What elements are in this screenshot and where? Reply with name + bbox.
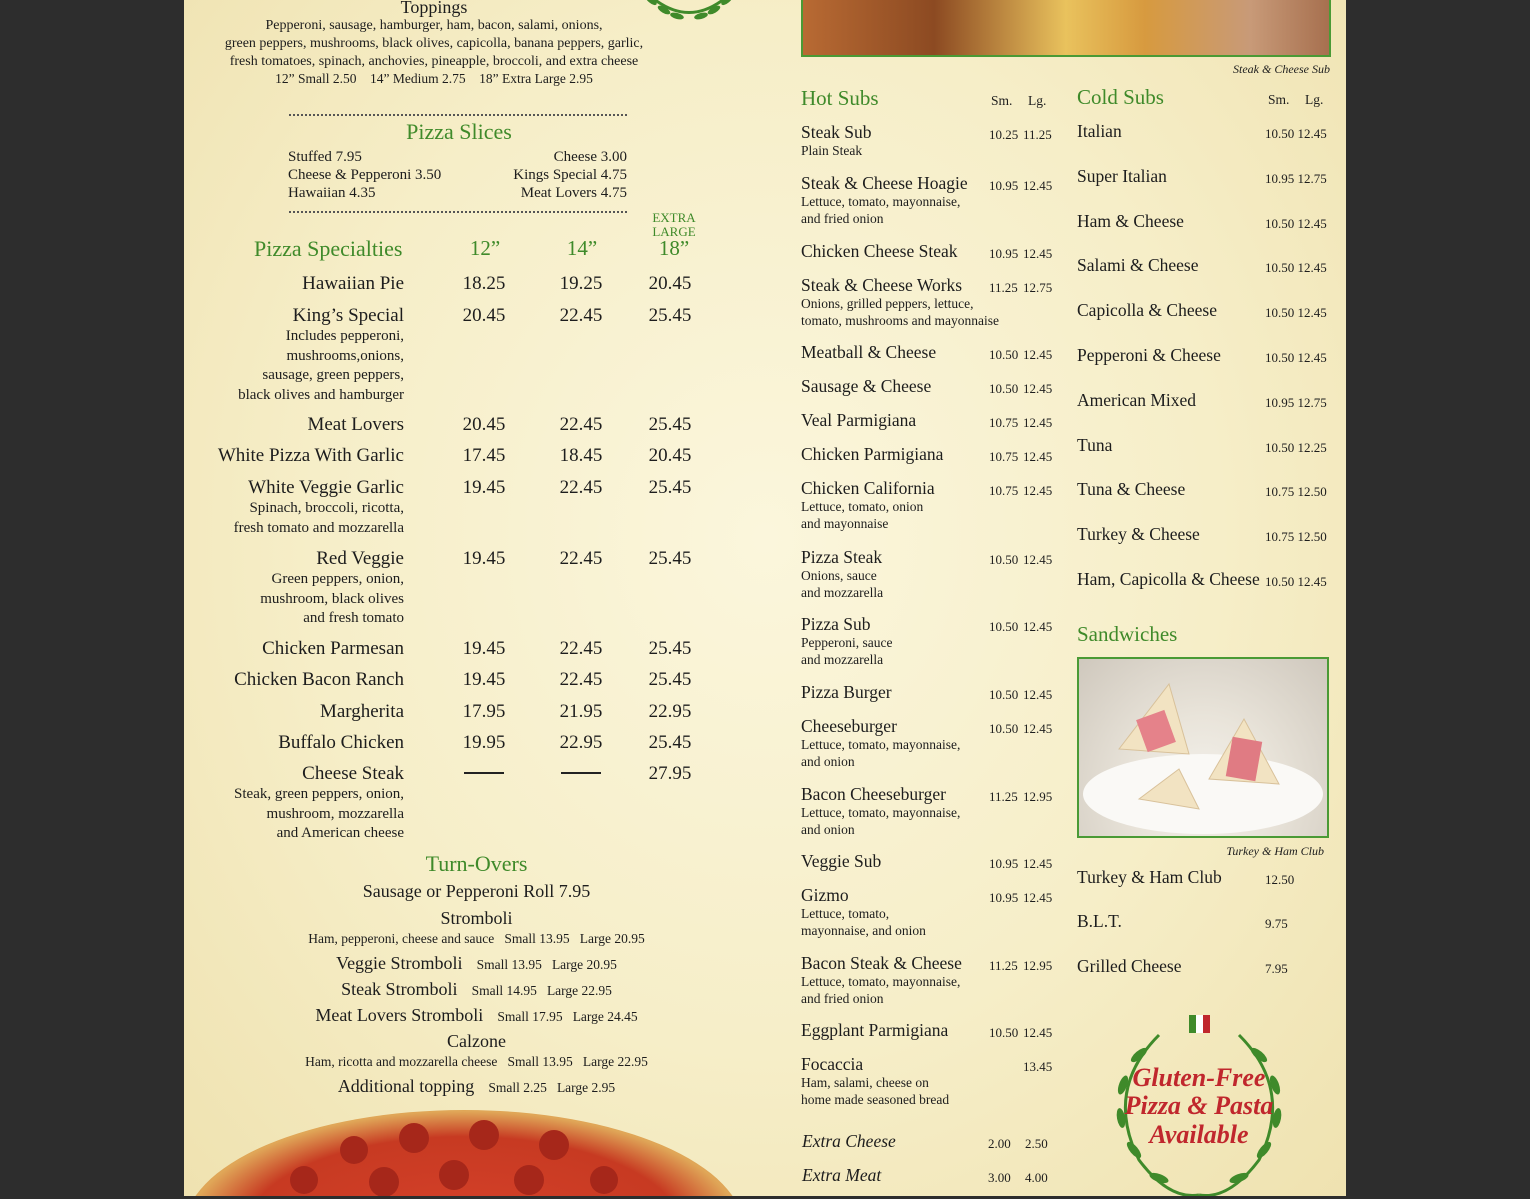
hot-sub-description: Onions, sauce and mozzarella (801, 568, 884, 600)
specialty-price: 25.45 (648, 638, 692, 659)
extra-sm-price: 3.00 (988, 1170, 1011, 1185)
slice-item: Kings Special 4.75 (513, 167, 627, 183)
specialty-price: 18.25 (462, 273, 506, 294)
specialty-name: Buffalo Chicken (278, 732, 404, 753)
hot-sub-name: Chicken California (801, 478, 935, 498)
turn-over-item (244, 979, 709, 1000)
cold-sub-price: 10.75 12.50 (1265, 484, 1327, 500)
slice-item: Cheese 3.00 (553, 149, 627, 165)
cold-sub-name: Salami & Cheese (1077, 255, 1199, 276)
hot-sub-lg-price: 12.45 (1023, 687, 1053, 702)
size-header-18: 18” (658, 236, 690, 260)
hot-sub-lg-price: 13.45 (1023, 1059, 1053, 1074)
specialty-price: 19.45 (462, 638, 506, 659)
extra-sm-price: 2.00 (988, 1136, 1011, 1151)
hot-sub-name: Sausage & Cheese (801, 376, 932, 396)
cold-sub-name: Ham & Cheese (1077, 210, 1184, 231)
turkey-ham-club-caption: Turkey & Ham Club (1226, 844, 1324, 858)
cold-sub-price: 10.95 12.75 (1265, 394, 1327, 410)
hot-sub-sm-price: 10.50 (989, 687, 1019, 702)
pepperoni-icon (184, 1110, 744, 1196)
specialty-price: 18.45 (559, 445, 603, 466)
hot-sub-lg-price: 12.45 (1023, 347, 1053, 362)
cold-subs-title: Cold Subs (1077, 85, 1164, 109)
extra-name: Extra Cheese (802, 1131, 896, 1151)
hot-sub-sm-price: 11.25 (989, 958, 1018, 973)
sandwich-price: 9.75 (1265, 916, 1288, 931)
specialty-price: 22.45 (559, 305, 603, 326)
sandwich-price: 12.50 (1265, 872, 1295, 887)
hot-sub-sm-price: 10.50 (989, 1025, 1019, 1040)
slice-item: Cheese & Pepperoni 3.50 (288, 167, 442, 183)
hot-sub-sm-price: 10.75 (989, 483, 1019, 498)
turn-over-detail: Small 14.95 Large 22.95 (471, 983, 612, 998)
specialty-price: 22.45 (559, 669, 603, 690)
pizza-specialties-title: Pizza Specialties (254, 236, 403, 261)
hot-sub-name: Gizmo (801, 885, 849, 905)
turn-over-item (244, 881, 709, 902)
specialty-price: 19.25 (559, 273, 603, 294)
turn-over-item (244, 953, 709, 974)
hot-sub-name: Focaccia (801, 1054, 864, 1074)
specialty-name: White Pizza With Garlic (217, 445, 404, 466)
cold-sub-price: 10.75 12.50 (1265, 529, 1327, 545)
toppings-line: fresh tomatoes, spinach, anchovies, pineapple, broccoli, and extra cheese (229, 54, 639, 69)
hot-sub-description: Lettuce, tomato, mayonnaise, and onion (801, 737, 961, 769)
specialty-name: Margherita (319, 701, 404, 722)
pizza-photo (184, 1110, 744, 1196)
sandwich-icon (1079, 659, 1327, 836)
gluten-free-wreath-icon (1099, 1010, 1299, 1196)
hot-sub-name: Steak & Cheese Works (801, 275, 963, 295)
specialty-price: 19.45 (462, 548, 506, 569)
cold-sub-price: 10.50 12.25 (1265, 439, 1327, 455)
toppings-description (184, 17, 684, 71)
hot-sub-lg-price: 12.45 (1023, 890, 1053, 905)
turn-over-item (244, 1076, 709, 1097)
gluten-free-line: Pizza & Pasta (1124, 1091, 1274, 1120)
specialty-price: 25.45 (648, 414, 692, 435)
size-header-14: 14” (566, 236, 598, 260)
specialty-name: White Veggie Garlic (248, 477, 404, 498)
hot-sub-name: Veggie Sub (801, 851, 882, 871)
turn-over-name: Sausage or Pepperoni Roll 7.95 (362, 881, 591, 901)
size-header-12: 12” (469, 236, 501, 260)
hot-sub-lg-price: 12.45 (1023, 415, 1053, 430)
turn-over-detail: Small 17.95 Large 24.45 (497, 1009, 638, 1024)
specialty-price: 19.95 (462, 732, 506, 753)
hot-sub-lg-price: 12.95 (1023, 958, 1053, 973)
turn-over-item (244, 1031, 709, 1052)
hot-sub-sm-price: 10.75 (989, 449, 1019, 464)
specialty-price: 20.45 (648, 273, 692, 294)
toppings-line: green peppers, mushrooms, black olives, capicolla, banana peppers, garlic, (224, 36, 644, 51)
hot-sub-sm-price: 10.25 (989, 127, 1019, 142)
specialty-price: 25.45 (648, 548, 692, 569)
cold-sub-price: 10.50 12.45 (1265, 350, 1327, 365)
cold-sub-price: 10.50 12.45 (1265, 305, 1327, 321)
specialty-price: 20.45 (462, 414, 506, 435)
hot-sub-description: Lettuce, tomato, mayonnaise, and fried onion (801, 194, 961, 226)
hot-sub-lg-price: 12.45 (1023, 381, 1053, 396)
steak-cheese-sub-photo (801, 0, 1331, 57)
hot-sub-lg-price: 12.45 (1023, 483, 1053, 498)
slice-item: Hawaiian 4.35 (288, 185, 376, 201)
hot-sub-description: Ham, salami, cheese on home made seasoned bread (801, 1075, 950, 1107)
cold-sub-price: 10.50 12.45 (1265, 126, 1327, 141)
hot-sub-lg-price: 12.45 (1023, 856, 1053, 871)
hot-sub-lg-price: 12.75 (1023, 280, 1053, 295)
menu-page (184, 0, 1346, 1196)
sandwich-name: Turkey & Ham Club (1077, 867, 1222, 887)
hot-sub-sm-price: 10.50 (989, 721, 1019, 736)
hot-sub-description: Lettuce, tomato, mayonnaise, and onion (801, 906, 926, 938)
specialty-price: 25.45 (648, 477, 692, 498)
specialty-name: Hawaiian Pie (302, 273, 404, 294)
hot-sub-sm-price: 10.50 (989, 552, 1019, 567)
cold-sub-price: 10.50 12.45 (1265, 260, 1327, 276)
specialty-price: 22.95 (559, 732, 603, 753)
hot-sub-name: Pizza Steak (801, 547, 883, 567)
turn-over-item (244, 1005, 709, 1026)
specialty-price: 22.95 (648, 701, 692, 722)
hot-sub-lg-price: 12.45 (1023, 721, 1053, 736)
hot-sub-lg-price: 11.25 (1023, 127, 1052, 142)
specialty-description: Green peppers, onion, mushroom, black olives and fresh tomato (260, 571, 404, 626)
hot-sub-sm-price: 10.50 (989, 381, 1019, 396)
hot-sub-sm-price: 10.95 (989, 246, 1019, 261)
specialty-price: 20.45 (462, 305, 506, 326)
specialty-price: 21.95 (559, 701, 603, 722)
cold-sub-name: Capicolla & Cheese (1077, 300, 1217, 321)
hot-sub-name: Veal Parmigiana (801, 410, 917, 430)
toppings-prices: 12” Small 2.50 14” Medium 2.75 18” Extra Large 2.95 (275, 71, 593, 86)
specialty-price: 19.45 (462, 477, 506, 498)
specialty-price: 17.45 (462, 445, 506, 466)
hot-sub-lg-price: 12.45 (1023, 178, 1053, 193)
hot-sub-sm-price: 10.50 (989, 619, 1019, 634)
sandwich-name: Grilled Cheese (1077, 956, 1182, 976)
specialty-name: Red Veggie (316, 548, 404, 569)
cold-sub-name: Tuna & Cheese (1077, 479, 1186, 500)
turn-over-name: Stromboli (440, 908, 513, 928)
cold-sub-name: Italian (1077, 121, 1122, 141)
hot-sub-name: Eggplant Parmigiana (801, 1020, 949, 1040)
cold-sub-name: Tuna (1077, 434, 1113, 455)
cold-subs-lg-header: Lg. (1305, 92, 1324, 107)
divider (289, 114, 627, 116)
extra-lg-price: 4.00 (1025, 1170, 1048, 1185)
specialty-name: Chicken Parmesan (262, 638, 404, 659)
gluten-free-line: Gluten-Free (1132, 1063, 1266, 1092)
specialty-name: Chicken Bacon Ranch (234, 669, 404, 690)
cold-sub-name: Pepperoni & Cheese (1077, 345, 1221, 365)
extra-large-label: EXTRA LARGE (652, 210, 696, 239)
cold-sub-price: 10.95 12.75 (1265, 170, 1327, 186)
cold-sub-price: 10.50 12.45 (1265, 574, 1327, 589)
hot-sub-name: Steak Sub (801, 122, 872, 142)
cold-sub-name: Super Italian (1077, 165, 1167, 186)
cold-sub-name: Turkey & Cheese (1077, 524, 1200, 545)
hot-sub-name: Chicken Cheese Steak (801, 241, 958, 261)
hot-sub-sm-price: 10.50 (989, 347, 1019, 362)
hot-sub-lg-price: 12.45 (1023, 449, 1053, 464)
specialty-price: 19.45 (462, 669, 506, 690)
hot-sub-lg-price: 12.45 (1023, 246, 1053, 261)
not-available-dash (464, 772, 504, 774)
hot-sub-description: Lettuce, tomato, mayonnaise, and fried onion (801, 974, 961, 1006)
specialty-price: 22.45 (559, 548, 603, 569)
steak-cheese-sub-caption: Steak & Cheese Sub (1233, 62, 1330, 76)
pizza-slices-title: Pizza Slices (406, 119, 512, 144)
specialty-description: Spinach, broccoli, ricotta, fresh tomato and mozzarella (233, 500, 404, 536)
hot-sub-description: Onions, grilled peppers, lettuce, tomato, mushrooms and mayonnaise (801, 296, 999, 328)
turn-over-item (244, 908, 709, 929)
hot-sub-name: Meatball & Cheese (801, 342, 937, 362)
specialty-price: 27.95 (648, 763, 692, 784)
extra-lg-price: 2.50 (1025, 1136, 1048, 1151)
specialty-name: Cheese Steak (302, 763, 404, 784)
specialty-price: 25.45 (648, 305, 692, 326)
cold-sub-price: 10.50 12.45 (1265, 215, 1327, 231)
hot-sub-name: Bacon Steak & Cheese (801, 953, 962, 973)
hot-sub-name: Pizza Sub (801, 614, 871, 634)
turn-over-name: Veggie Stromboli (336, 953, 463, 973)
sandwiches-title: Sandwiches (1077, 622, 1178, 646)
hot-sub-name: Pizza Burger (801, 682, 892, 702)
specialty-name: King’s Special (292, 305, 404, 326)
turkey-ham-club-photo (1077, 657, 1329, 838)
divider (289, 211, 627, 213)
turn-over-detail: Small 13.95 Large 20.95 (476, 957, 617, 972)
turn-overs-title: Turn-Overs (425, 851, 528, 876)
hot-sub-description: Lettuce, tomato, onion and mayonnaise (801, 499, 924, 531)
specialty-name: Meat Lovers (307, 414, 404, 435)
turn-over-name: Additional topping (337, 1076, 475, 1096)
turn-over-name: Calzone (447, 1031, 506, 1051)
hot-sub-lg-price: 12.45 (1023, 552, 1053, 567)
specialty-price: 22.45 (559, 414, 603, 435)
hot-sub-description: Pepperoni, sauce and mozzarella (801, 635, 893, 667)
specialty-description: Includes pepperoni, mushrooms,onions, sausage, green peppers, black olives and hamburger (238, 328, 404, 403)
hot-sub-description: Plain Steak (801, 143, 863, 158)
hot-subs-sm-header: Sm. (991, 93, 1013, 108)
hot-sub-sm-price: 11.25 (989, 789, 1018, 804)
slice-item: Stuffed 7.95 (288, 149, 362, 165)
toppings-line: Pepperoni, sausage, hamburger, ham, bacon, salami, onions, (265, 18, 603, 33)
hot-sub-description: Lettuce, tomato, mayonnaise, and onion (801, 805, 961, 837)
specialty-price: 17.95 (462, 701, 506, 722)
cold-subs-sm-header: Sm. (1268, 92, 1290, 107)
specialty-price: 20.45 (648, 445, 692, 466)
turn-over-detail: Ham, ricotta and mozzarella cheese Small 13.95 Large 22.95 (305, 1054, 648, 1069)
hot-sub-sm-price: 10.95 (989, 890, 1019, 905)
hot-sub-lg-price: 12.95 (1023, 789, 1053, 804)
hot-sub-name: Cheeseburger (801, 716, 897, 736)
cold-sub-name: Ham, Capicolla & Cheese (1077, 569, 1260, 589)
cold-sub-name: American Mixed (1077, 389, 1197, 410)
toppings-title: Toppings (400, 0, 468, 17)
specialty-price: 25.45 (648, 669, 692, 690)
hot-sub-lg-price: 12.45 (1023, 619, 1053, 634)
slice-item: Meat Lovers 4.75 (520, 185, 627, 201)
hot-sub-sm-price: 10.75 (989, 415, 1019, 430)
not-available-dash (561, 772, 601, 774)
turn-over-name: Meat Lovers Stromboli (315, 1005, 484, 1025)
specialty-price: 25.45 (648, 732, 692, 753)
specialty-price: 22.45 (559, 477, 603, 498)
turn-over-detail: Ham, pepperoni, cheese and sauce Small 13.95 Large 20.95 (308, 931, 645, 946)
turn-over-item (244, 1053, 709, 1071)
sandwich-price: 7.95 (1265, 961, 1288, 976)
turn-over-detail: Small 2.25 Large 2.95 (488, 1080, 616, 1095)
hot-sub-name: Bacon Cheeseburger (801, 784, 946, 804)
hot-sub-sm-price: 10.95 (989, 178, 1019, 193)
hot-sub-sm-price: 11.25 (989, 280, 1018, 295)
hot-subs-title: Hot Subs (801, 86, 879, 110)
specialty-price: 22.45 (559, 638, 603, 659)
hot-sub-sm-price: 10.95 (989, 856, 1019, 871)
turn-over-name: Steak Stromboli (341, 979, 458, 999)
specialty-description: Steak, green peppers, onion, mushroom, mozzarella and American cheese (234, 786, 404, 841)
extra-name: Extra Meat (802, 1165, 882, 1185)
hot-sub-name: Chicken Parmigiana (801, 444, 944, 464)
sandwich-name: B.L.T. (1077, 911, 1122, 931)
turn-over-item (244, 930, 709, 948)
hot-sub-name: Steak & Cheese Hoagie (801, 173, 968, 193)
gluten-free-line: Available (1149, 1120, 1249, 1149)
hot-subs-lg-header: Lg. (1028, 93, 1047, 108)
hot-sub-lg-price: 12.45 (1023, 1025, 1053, 1040)
